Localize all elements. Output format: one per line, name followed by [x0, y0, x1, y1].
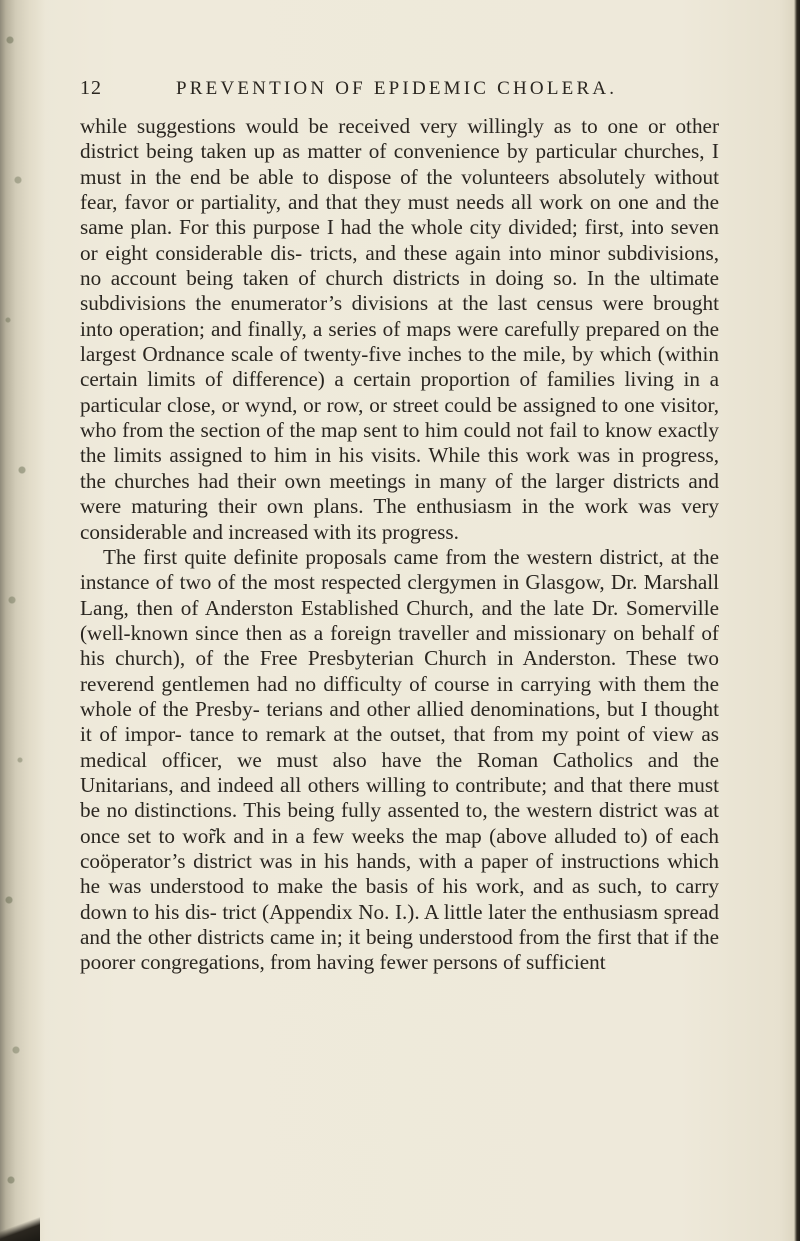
- page-corner-shadow: [0, 1215, 40, 1241]
- page-edge-shadow: [794, 0, 800, 1241]
- page-header: [80, 74, 720, 102]
- body-text: [80, 114, 719, 976]
- gutter-stains: [0, 0, 46, 1241]
- running-head: PREVENTION OF EPIDEMIC CHOLERA.: [176, 78, 618, 99]
- page-number: 12: [80, 77, 102, 99]
- paragraph-continuation: while suggestions would be received very willingly as to one or other district being taken up as matter of convenience by particular churches, I must in the end be able to dispose of the volunteers absolutely without fear, favor or partiality, and that they must needs all work on one and the same plan. For this purpose I had the whole city divided; first, into seven or eight considerable dis- tricts, and these again into minor subdivisions, no account being taken of church districts in doing so. In the ultimate subdivisions the enumerator’s divisions at the last census were brought into operation; and finally, a series of maps were carefully prepared on the largest Ordnance scale of twenty-five inches to the mile, by which (within certain limits of difference) a certain proportion of families living in a particular close, or wynd, or row, or street could be assigned to one visitor, who from the section of the map sent to him could not fail to know exactly the limits assigned to him in his visits. While this work was in progress, the churches had their own meetings in many of the larger districts and were maturing their own plans. The enthusiasm in the work was very considerable and increased with its progress.: [80, 114, 719, 544]
- paragraph-western-district: The first quite definite proposals came from the western district, at the instance of two of the most respected clergymen in Glasgow, Dr. Marshall Lang, then of Anderston Established Church, and the late Dr. Somerville (well-known since then as a foreign traveller and missionary on behalf of his church), of the Free Presbyterian Church in Anderston. These two reverend gentlemen had no difficulty of course in carrying with them the whole of the Presby- terians and other allied denominations, but I thought it of impor- tance to remark at the outset, that from my point of view as medical officer, we must also have the Roman Catholics and the Unitarians, and indeed all others willing to contribute; and that there must be no distinctions. This being fully assented to, the western district was at once set to wor̃k and in a few weeks the map (above alluded to) of each coöperator’s district was in his hands, with a paper of instructions which he was understood to make the basis of his work, and as such, to carry down to his dis- trict (Appendix No. I.). A little later the enthusiasm spread and the other districts came in; it being understood from the first that if the poorer congregations, from having fewer persons of sufficient: [80, 544, 719, 975]
